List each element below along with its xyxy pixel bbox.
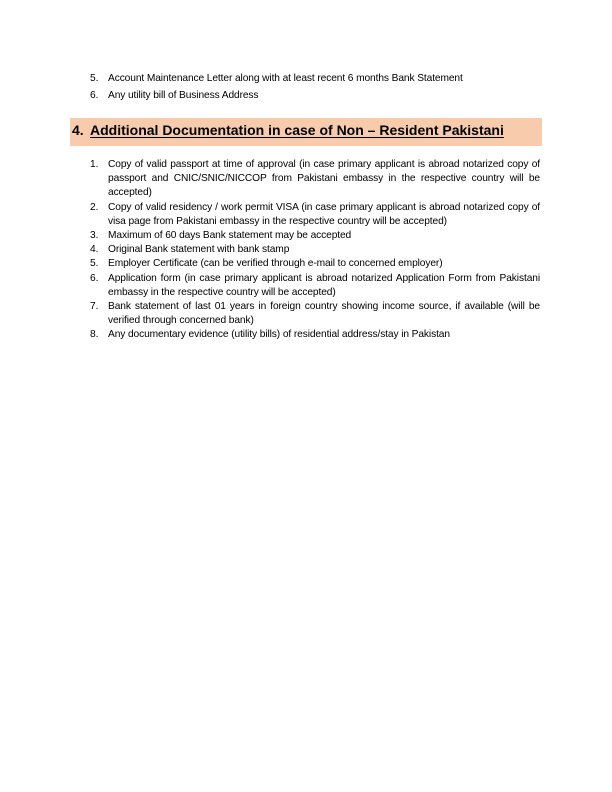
list-item — [88, 328, 540, 342]
list-text: Maximum of 60 days Bank statement may be accepted — [108, 230, 352, 242]
requirements-list — [88, 158, 540, 343]
list-item — [88, 272, 540, 300]
list-text: Application form (in case primary applicant is abroad notarized Application Form from Pakistani embassy in the respective country will be accepted) — [108, 272, 540, 298]
list-item — [88, 243, 540, 257]
list-number: 6. — [90, 90, 99, 102]
list-number: 7. — [90, 301, 99, 313]
list-number: 3. — [90, 230, 99, 242]
list-number: 5. — [90, 73, 99, 84]
list-item — [88, 257, 540, 271]
list-number: 5. — [90, 258, 99, 270]
list-number: 1. — [90, 159, 99, 170]
list-number: 4. — [90, 244, 99, 256]
list-text: Copy of valid residency / work permit VISA (in case primary applicant is abroad notarized copy of visa page from Pakistani embassy in the respective country will be accepted) — [108, 201, 540, 227]
list-number: 6. — [90, 272, 99, 284]
list-text: Employer Certificate (can be verified through e-mail to concerned employer) — [108, 258, 443, 270]
list-item — [88, 72, 540, 86]
list-text: Any documentary evidence (utility bills) of residential address/stay in Pakistan — [108, 329, 450, 341]
list-text: Copy of valid passport at time of approval (in case primary applicant is abroad notarized copy of passport and CNIC/SNIC/NICCOP from Pakistani embassy in the respective country will be accepted) — [108, 159, 540, 199]
list-item — [88, 229, 540, 243]
list-text: Any utility bill of Business Address — [108, 90, 259, 102]
list-text: Bank statement of last 01 years in foreign country showing income source, if available (will be verified through concerned bank) — [108, 301, 540, 327]
list-item — [88, 201, 540, 229]
list-number: 2. — [90, 201, 99, 213]
list-number: 8. — [90, 329, 99, 341]
continued-list — [88, 72, 540, 106]
list-item — [88, 300, 540, 328]
list-text: Account Maintenance Letter along with at least recent 6 months Bank Statement — [108, 73, 463, 84]
section-title: Additional Documentation in case of Non – Resident Pakistani — [90, 122, 504, 138]
list-item — [88, 89, 540, 103]
section-number: 4. — [72, 122, 84, 138]
section-heading — [70, 118, 542, 146]
list-text: Original Bank statement with bank stamp — [108, 244, 290, 256]
list-item — [88, 158, 540, 201]
